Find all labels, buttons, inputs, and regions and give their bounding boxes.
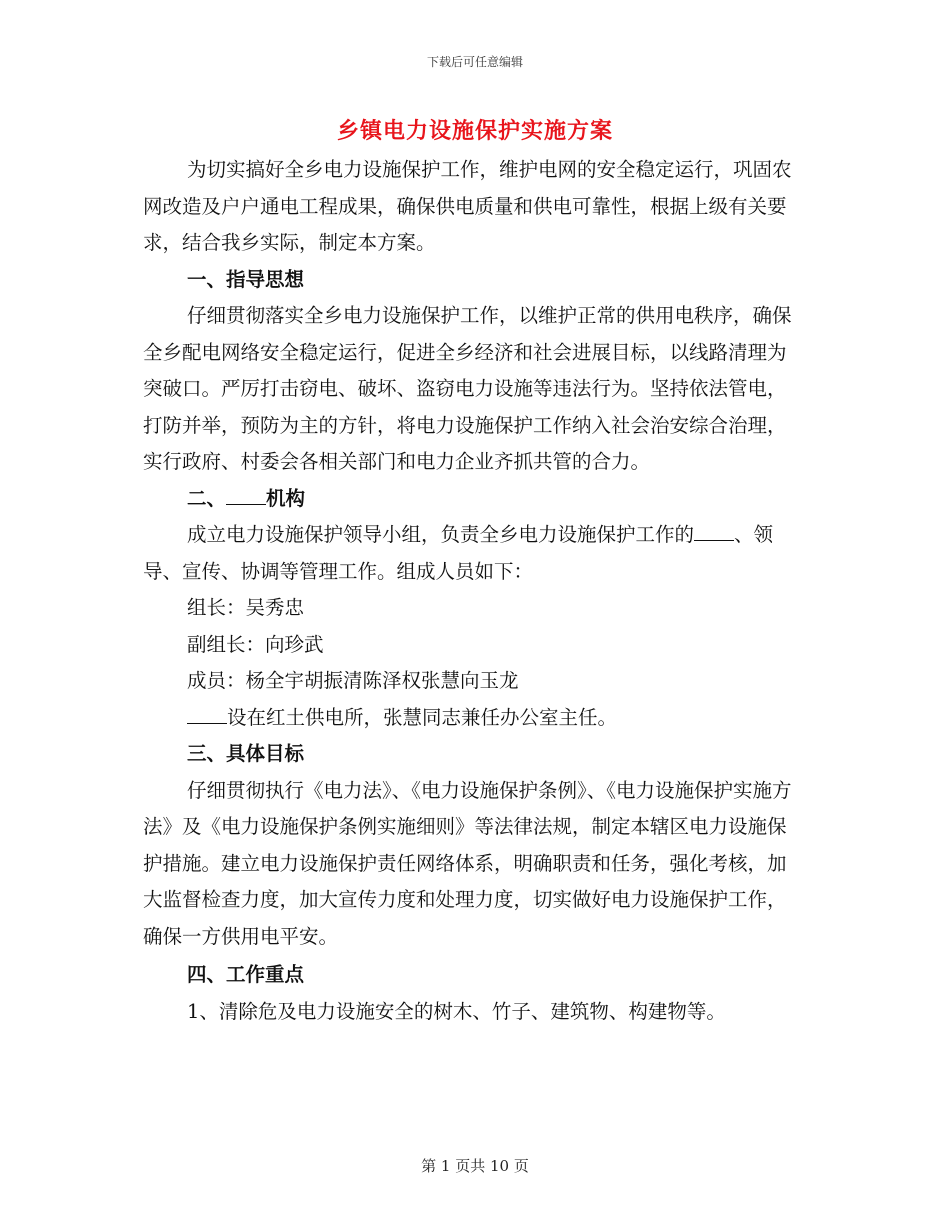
section-3-body: 仔细贯彻执行《电力法》、《电力设施保护条例》、《电力设施保护实施方法》及《电力设施保护条例实施细则》等法律法规，制定本辖区电力设施保护措施。建立电力设施保护责任网络体系，明确职责和任务，强化考核，加大监督检查力度，加大宣传力度和处理力度，切实做好电力设施保护工作，确保一方供用电平安。 — [143, 778, 792, 948]
intro-paragraph: 为切实搞好全乡电力设施保护工作，维护电网的安全稳定运行，巩固农网改造及户户通电工程成果，确保供电质量和供电可靠性，根据上级有关要求，结合我乡实际，制定本方案。 — [143, 158, 792, 254]
section-2-heading-suffix: 机构 — [266, 486, 306, 510]
blank-line — [187, 705, 227, 724]
leader-line: 组长：吴秀忠 — [187, 596, 305, 619]
section-2-heading-prefix: 二、 — [187, 486, 227, 510]
section-2-body-part2: 、领导、宣传、协调等管理工作。组成人员如下： — [143, 523, 774, 583]
office-line-text: 设在红土供电所，张慧同志兼任办公室主任。 — [227, 705, 618, 729]
blank-line — [694, 522, 734, 541]
section-4-item-1: 1、清除危及电力设施安全的树木、竹子、建筑物、构建物等。 — [187, 999, 726, 1023]
members-line: 成员：杨全宇胡振清陈泽权张慧向玉龙 — [187, 669, 519, 692]
page-footer: 第 1 页共 10 页 — [421, 1157, 529, 1175]
section-2-body-part1: 成立电力设施保护领导小组，负责全乡电力设施保护工作的 — [187, 523, 695, 546]
header-note: 下载后可任意编辑 — [426, 55, 523, 69]
section-4-heading: 四、工作重点 — [187, 963, 305, 986]
section-2-heading — [143, 481, 803, 518]
deputy-leader-line: 副组长：向珍武 — [187, 632, 324, 656]
document-title: 乡镇电力设施保护实施方案 — [336, 118, 613, 144]
section-1-body: 仔细贯彻落实全乡电力设施保护工作，以维护正常的供用电秩序，确保全乡配电网络安全稳定运行，促进全乡经济和社会进展目标，以线路清理为突破口。严厉打击窃电、破坏、盗窃电力设施等违法行为。坚持依法管电，打防并举，预防为主的方针，将电力设施保护工作纳入社会治安综合治理，实行政府、村委会各相关部门和电力企业齐抓共管的合力。 — [143, 304, 792, 473]
document-body — [143, 152, 803, 1030]
section-2-body — [143, 517, 803, 590]
blank-line — [226, 486, 266, 505]
office-line — [143, 700, 803, 737]
section-3-heading: 三、具体目标 — [187, 742, 305, 765]
section-1-heading: 一、指导思想 — [187, 267, 305, 291]
